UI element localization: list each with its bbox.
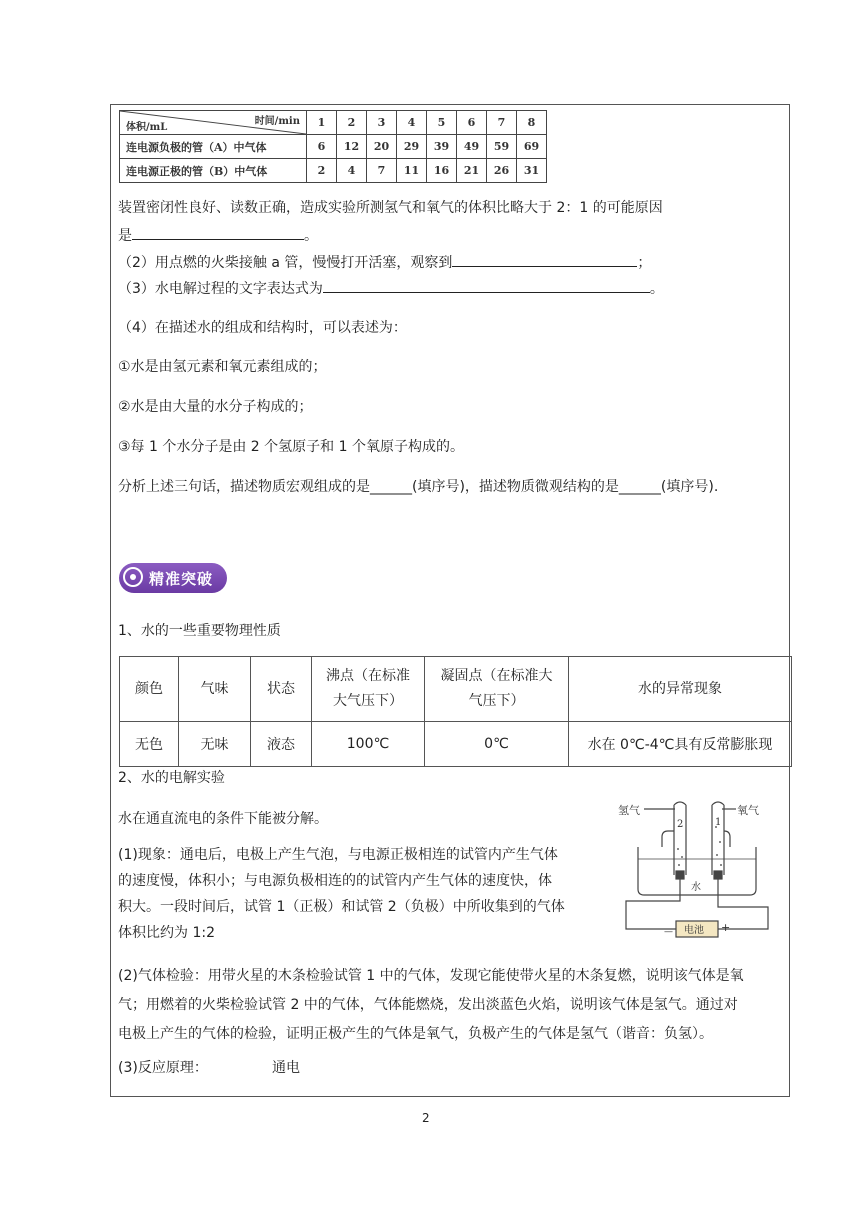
battery-label: 电池: [684, 925, 704, 936]
water-properties-table: [119, 656, 792, 767]
header-cell: 状态: [251, 657, 312, 722]
wire: [626, 879, 680, 929]
question-3: [118, 277, 664, 299]
badge-label: 精准突破: [149, 570, 214, 588]
time-cell: 4: [397, 111, 427, 135]
header-cell: 气味: [179, 657, 251, 722]
question-4: （4）在描述水的组成和结构时，可以表述为：: [118, 320, 407, 336]
value-cell: 69: [517, 135, 547, 159]
value-cell: 11: [397, 159, 427, 183]
minus-sign: —: [664, 927, 673, 937]
table-row: [120, 722, 792, 767]
header-cell: 沸点（在标准 大气压下）: [312, 657, 425, 722]
table-corner-header: [120, 111, 307, 135]
answer-blank[interactable]: [132, 224, 304, 240]
text-line: 的速度慢，体积小；与电源负极相连的的试管内产生气体的速度快，体: [118, 873, 552, 889]
reaction-condition: 通电: [272, 1060, 300, 1076]
value-cell: 水在 0℃-4℃具有反常膨胀现: [569, 722, 792, 767]
question-1-end: 。: [304, 228, 318, 244]
value-cell: 0℃: [425, 722, 569, 767]
stand: [662, 831, 674, 847]
question-3-end: 。: [649, 281, 664, 297]
value-cell: 21: [457, 159, 487, 183]
answer-blank[interactable]: [323, 277, 650, 293]
target-icon: [123, 567, 143, 587]
header-cell: 水的异常现象: [569, 657, 792, 722]
question-3-text: （3）水电解过程的文字表达式为: [118, 281, 323, 297]
tube-1-label: 1: [715, 817, 722, 828]
value-cell: 6: [307, 135, 337, 159]
statement-3: ③每 1 个水分子是由 2 个氢原子和 1 个氧原子构成的。: [118, 439, 464, 455]
time-header: 时间/min: [254, 116, 300, 127]
test-tube-2: [674, 802, 686, 875]
question-1-line-1: 装置密闭性良好、读数正确，造成实验所测氢气和氧气的体积比略大于 2：1 的可能原因: [118, 200, 663, 216]
time-cell: 3: [367, 111, 397, 135]
bubble: [677, 848, 679, 850]
value-cell: 2: [307, 159, 337, 183]
electrode: [714, 871, 722, 879]
bubble: [681, 856, 683, 858]
bubble: [720, 864, 722, 866]
table-row: [120, 159, 547, 183]
table-row: [120, 135, 547, 159]
hydrogen-label: 氢气: [618, 804, 640, 817]
electrolysis-diagram: [600, 797, 788, 952]
value-cell: 29: [397, 135, 427, 159]
section-2-title: 2、水的电解实验: [118, 770, 225, 786]
value-cell: 49: [457, 135, 487, 159]
statement-2: ②水是由大量的水分子构成的；: [118, 399, 313, 415]
value-cell: 20: [367, 135, 397, 159]
statement-1: ①水是由氢元素和氧元素组成的；: [118, 359, 327, 375]
bubble: [719, 841, 721, 843]
answer-blank[interactable]: [452, 251, 637, 267]
question-2-end: ；: [637, 255, 652, 271]
text-line: 电极上产生的气体的检验，证明正极产生的气体是氧气，负极产生的气体是氢气（谐音：负氢）。: [118, 1026, 713, 1042]
value-cell: 12: [337, 135, 367, 159]
time-cell: 8: [517, 111, 547, 135]
value-cell: 4: [337, 159, 367, 183]
value-cell: 39: [427, 135, 457, 159]
section-2-intro: 水在通直流电的条件下能被分解。: [118, 811, 328, 827]
oxygen-label: 氧气: [737, 804, 759, 817]
value-cell: 16: [427, 159, 457, 183]
gas-test-paragraph: [118, 966, 790, 1044]
reaction-principle: (3)反应原理：: [118, 1060, 208, 1076]
time-cell: 6: [457, 111, 487, 135]
electrode: [676, 871, 684, 879]
value-cell: 无味: [179, 722, 251, 767]
value-cell: 59: [487, 135, 517, 159]
time-cell: 5: [427, 111, 457, 135]
question-1-prefix: 是: [118, 228, 132, 244]
text-line: (1)现象：通电后，电极上产生气泡，与电源正极相连的试管内产生气体: [118, 847, 558, 863]
row-label: 连电源正极的管（B）中气体: [120, 159, 307, 183]
question-2: [118, 251, 651, 273]
header-cell: 颜色: [120, 657, 179, 722]
table-row: [120, 657, 792, 722]
text-line: 气；用燃着的火柴检验试管 2 中的气体，气体能燃烧，发出淡蓝色火焰，说明该气体是氢气。通过对: [118, 997, 738, 1013]
value-cell: 7: [367, 159, 397, 183]
question-2-text: （2）用点燃的火柴接触 a 管，慢慢打开活塞，观察到: [118, 255, 453, 271]
value-cell: 液态: [251, 722, 312, 767]
value-cell: 无色: [120, 722, 179, 767]
phenomenon-paragraph: [118, 845, 600, 943]
tube-2-label: 2: [677, 819, 684, 830]
gas-volume-table: [119, 110, 547, 183]
header-cell: 凝固点（在标准大 气压下）: [425, 657, 569, 722]
bubble: [678, 864, 680, 866]
value-cell: 26: [487, 159, 517, 183]
water-label: 水: [691, 882, 701, 893]
time-cell: 1: [307, 111, 337, 135]
table-row: [120, 111, 547, 135]
volume-header: 体积/mL: [126, 122, 168, 133]
time-cell: 2: [337, 111, 367, 135]
analysis-question: 分析上述三句话，描述物质宏观组成的是______(填序号)，描述物质微观结构的是______(填序号).: [118, 479, 719, 495]
test-tube-1: [712, 802, 724, 875]
text-line: 体积比约为 1:2: [118, 925, 215, 941]
row-label: 连电源负极的管（A）中气体: [120, 135, 307, 159]
bubble: [716, 854, 718, 856]
text-line: 积大。一段时间后，试管 1（正极）和试管 2（负极）中所收集到的气体: [118, 899, 565, 915]
plus-sign: +: [721, 921, 731, 934]
page-number: 2: [422, 1111, 430, 1125]
stand: [724, 831, 730, 847]
section-badge: [119, 563, 227, 593]
text-line: (2)气体检验：用带火星的木条检验试管 1 中的气体，发现它能使带火星的木条复燃，说明该气体是氧: [118, 968, 744, 984]
value-cell: 100℃: [312, 722, 425, 767]
value-cell: 31: [517, 159, 547, 183]
time-cell: 7: [487, 111, 517, 135]
section-1-title: 1、水的一些重要物理性质: [118, 623, 281, 639]
question-1-line-2: [118, 224, 318, 246]
